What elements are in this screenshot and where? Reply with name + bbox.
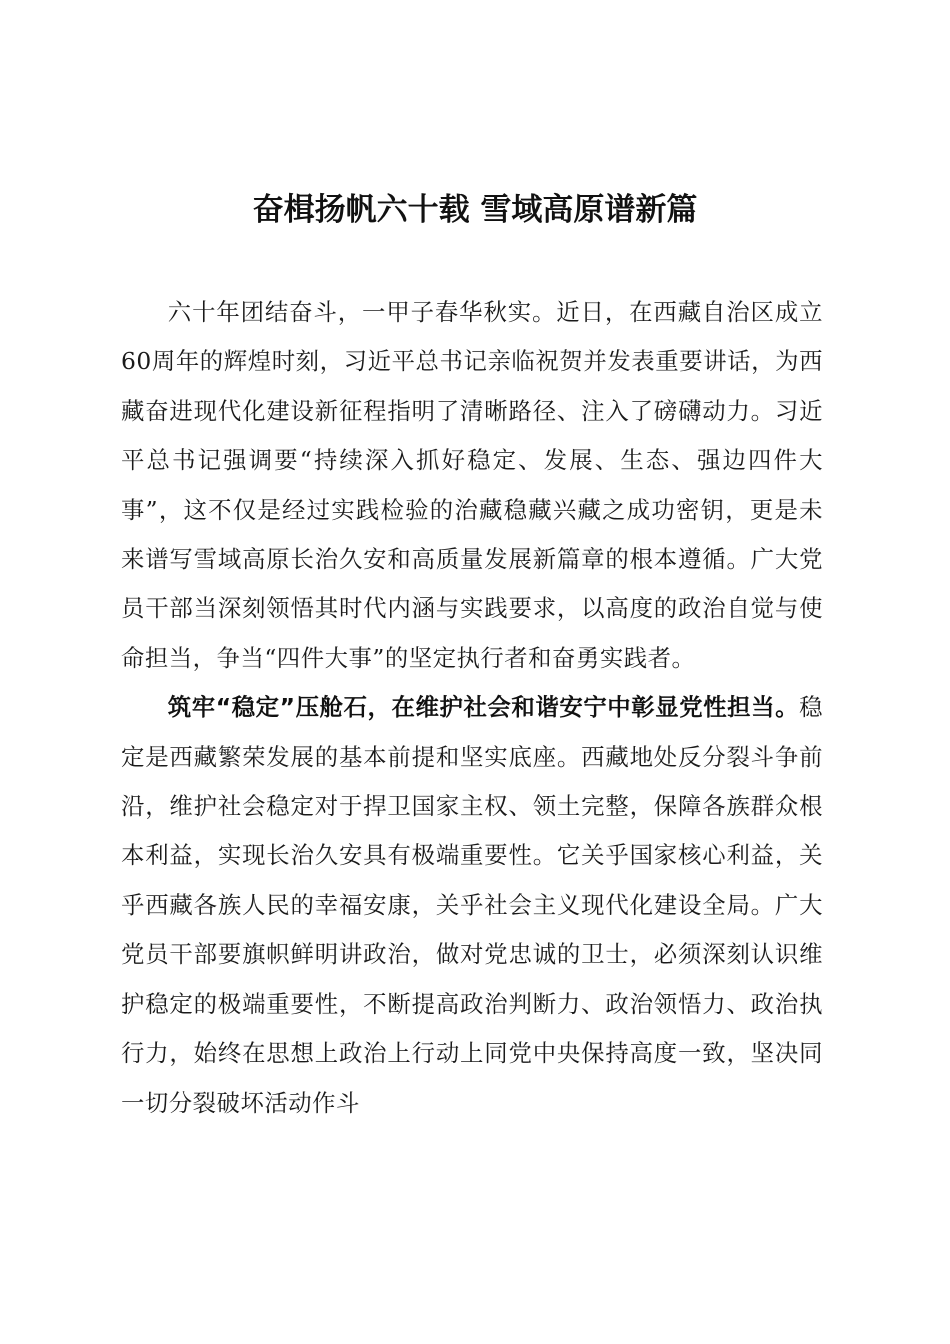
paragraph-stability bbox=[121, 683, 823, 1128]
document-body bbox=[121, 288, 823, 1128]
document-title: 奋楫扬帆六十载 雪域高原谱新篇 bbox=[252, 192, 698, 228]
paragraph-text: 六十年团结奋斗，一甲子春华秋实。近日，在西藏自治区成立60周年的辉煌时刻，习近平总书记亲临祝贺并发表重要讲话，为西藏奋进现代化建设新征程指明了清晰路径、注入了磅礴动力。习近平总书记强调要“持续深入抓好稳定、发展、生态、强边四件大事”，这不仅是经过实践检验的治藏稳藏兴藏之成功密钥，更是未来谱写雪域高原长治久安和高质量发展新篇章的根本遵循。广大党员干部当深刻领悟其时代内涵与实践要求，以高度的政治自觉与使命担当，争当“四件大事”的坚定执行者和奋勇实践者。 bbox=[121, 298, 823, 672]
paragraph-intro bbox=[121, 288, 823, 683]
paragraph-text: 稳定是西藏繁荣发展的基本前提和坚实底座。西藏地处反分裂斗争前沿，维护社会稳定对于捍卫国家主权、领土完整，保障各族群众根本利益，实现长治久安具有极端重要性。它关乎国家核心利益，关乎西藏各族人民的幸福安康，关乎社会主义现代化建设全局。广大党员干部要旗帜鲜明讲政治，做对党忠诚的卫士，必须深刻认识维护稳定的极端重要性，不断提高政治判断力、政治领悟力、政治执行力，始终在思想上政治上行动上同党中央保持高度一致，坚决同一切分裂破坏活动作斗 bbox=[121, 693, 823, 1117]
paragraph-lead: 筑牢“稳定”压舱石，在维护社会和谐安宁中彰显党性担当。 bbox=[167, 693, 800, 722]
